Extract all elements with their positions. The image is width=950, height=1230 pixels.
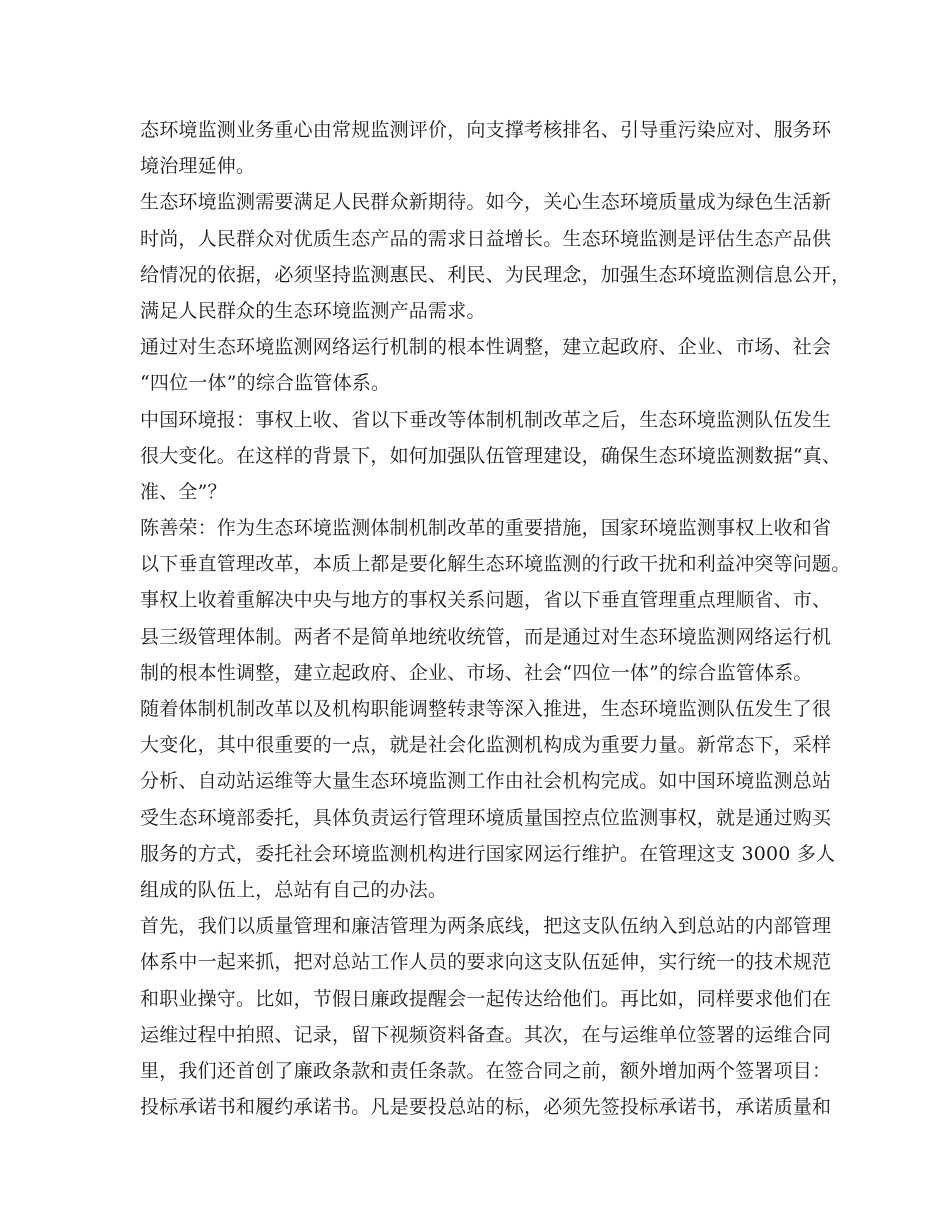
text-line: 很大变化。在这样的背景下，如何加强队伍管理建设，确保生态环境监测数据“真、 [140, 444, 842, 467]
text-line: 里，我们还首创了廉政条款和责任条款。在签合同之前，额外增加两个签署项目： [140, 1059, 832, 1082]
text-line: 体系中一起来抓，把对总站工作人员的要求向这支队伍延伸，实行统一的技术规范 [140, 951, 832, 974]
text-line: 陈善荣：作为生态环境监测体制机制改革的重要措施，国家环境监测事权上收和省 [140, 517, 832, 540]
text-line: 准、全”？ [140, 480, 227, 503]
text-line: 制的根本性调整，建立起政府、企业、市场、社会“四位一体”的综合监管体系。 [140, 661, 813, 684]
text-line: 给情况的依据，必须坚持监测惠民、利民、为民理念，加强生态环境监测信息公开， [140, 263, 851, 286]
text-line: 受生态环境部委托，具体负责运行管理环境质量国控点位监测事权，就是通过购买 [140, 806, 832, 829]
text-line: 境治理延伸。 [140, 155, 256, 178]
text-line: 通过对生态环境监测网络运行机制的根本性调整，建立起政府、企业、市场、社会 [140, 336, 832, 359]
text-line: 和职业操守。比如，节假日廉政提醒会一起传达给他们。再比如，同样要求他们在 [140, 987, 832, 1010]
text-line: 态环境监测业务重心由常规监测评价，向支撑考核排名、引导重污染应对、服务环 [140, 119, 832, 141]
text-line: 组成的队伍上，总站有自己的办法。 [140, 878, 448, 901]
text-line: 运维过程中拍照、记录，留下视频资料备查。其次，在与运维单位签署的运维合同 [140, 1023, 832, 1046]
text-line: 首先，我们以质量管理和廉洁管理为两条底线，把这支队伍纳入到总站的内部管理 [140, 915, 832, 938]
text-line: 随着体制机制改革以及机构职能调整转隶等深入推进，生态环境监测队伍发生了很 [140, 698, 832, 720]
text-line: 时尚，人民群众对优质生态产品的需求日益增长。生态环境监测是评估生态产品供 [140, 227, 832, 250]
text-line: 事权上收着重解决中央与地方的事权关系问题，省以下垂直管理重点理顺省、市、 [140, 589, 832, 612]
text-line: 服务的方式，委托社会环境监测机构进行国家网运行维护。在管理这支 3000 多人 [140, 842, 836, 865]
text-line: “四位一体”的综合监管体系。 [140, 372, 391, 395]
text-line: 县三级管理体制。两者不是简单地统收统管，而是通过对生态环境监测网络运行机 [140, 625, 832, 648]
text-line: 以下垂直管理改革，本质上都是要化解生态环境监测的行政干扰和利益冲突等问题。 [140, 553, 851, 576]
body-text [140, 112, 851, 1125]
text-line: 大变化，其中很重要的一点，就是社会化监测机构成为重要力量。新常态下，采样 [140, 734, 832, 757]
text-line: 满足人民群众的生态环境监测产品需求。 [140, 299, 486, 322]
text-line: 中国环境报：事权上收、省以下垂改等体制机制改革之后，生态环境监测队伍发生 [140, 408, 832, 431]
text-line: 分析、自动站运维等大量生态环境监测工作由社会机构完成。如中国环境监测总站 [140, 770, 832, 793]
text-line: 投标承诺书和履约承诺书。凡是要投总站的标，必须先签投标承诺书，承诺质量和 [140, 1096, 832, 1119]
text-line: 生态环境监测需要满足人民群众新期待。如今，关心生态环境质量成为绿色生活新 [140, 191, 832, 214]
